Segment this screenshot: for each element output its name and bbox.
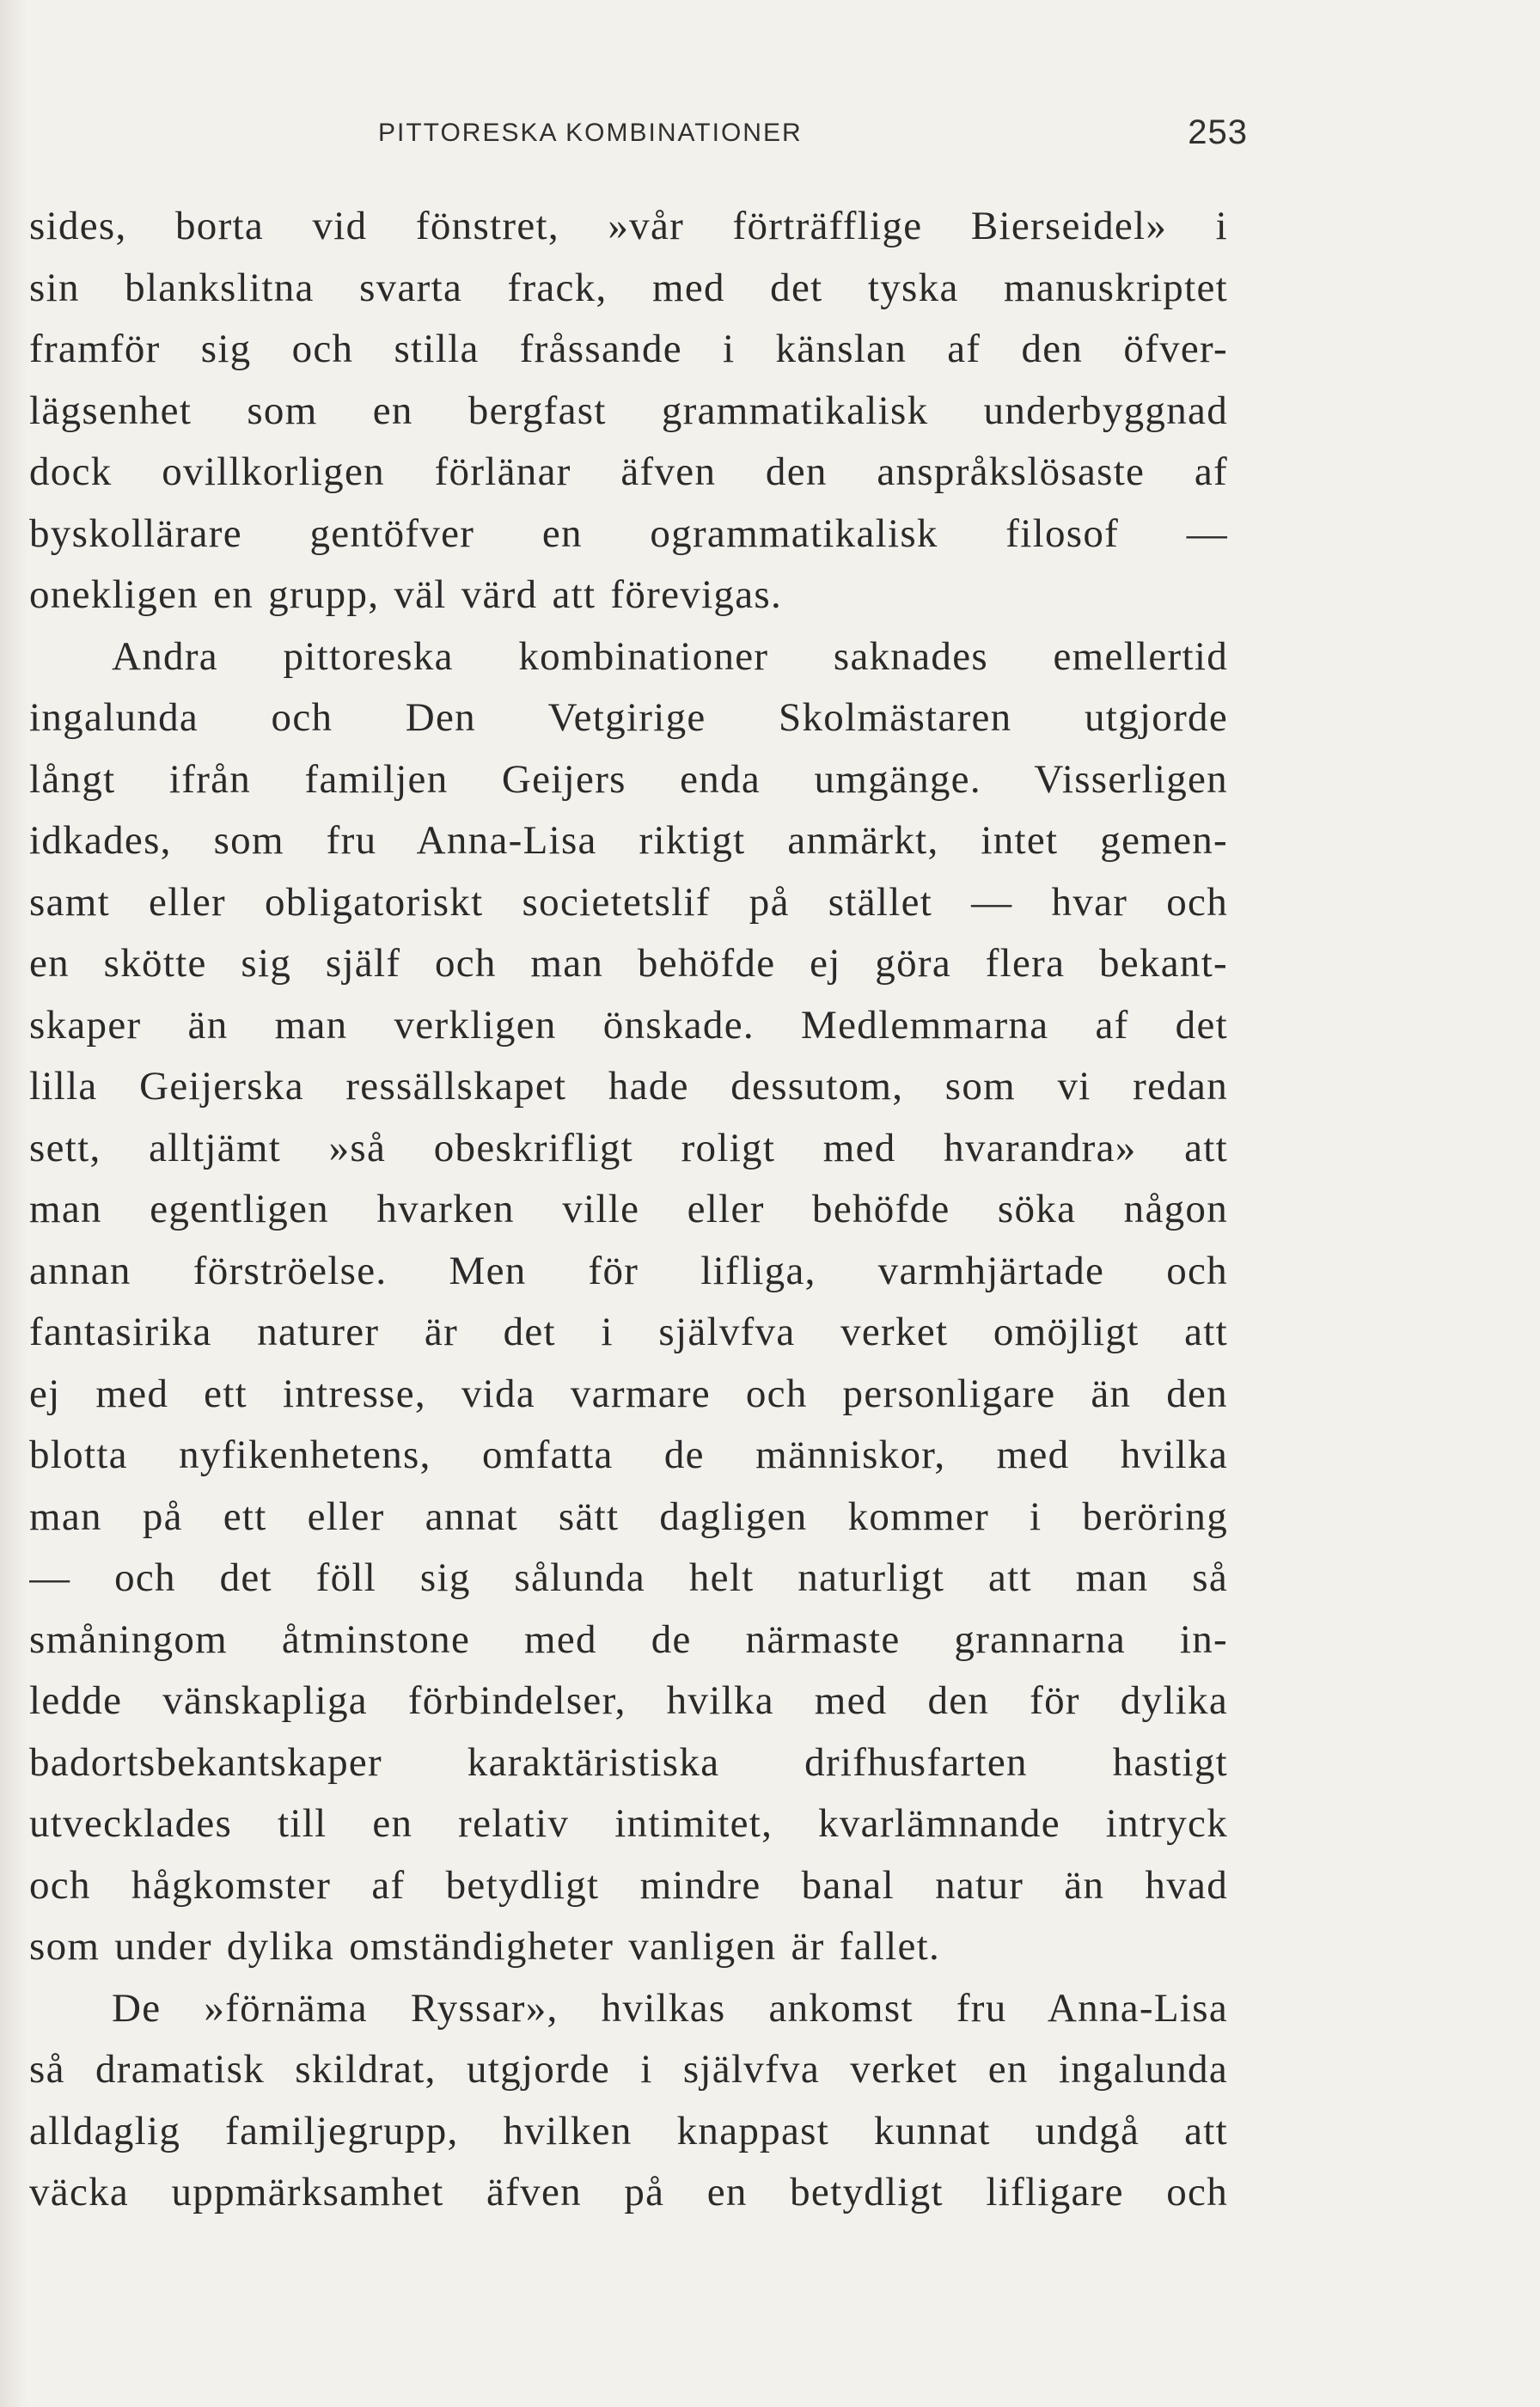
text-line: fantasirika naturer är det i självfva verket omöjligt att bbox=[29, 1310, 1228, 1354]
text-line: samt eller obligatoriskt societetslif på stället — hvar och bbox=[29, 879, 1228, 925]
text-line: sin blankslitna svarta frack, med det tyska manuskriptet bbox=[29, 265, 1228, 310]
text-line: och hågkomster af betydligt mindre banal natur än hvad bbox=[29, 1862, 1228, 1908]
text-line: långt ifrån familjen Geijers enda umgänge. Visserligen bbox=[29, 756, 1228, 802]
text-line: framför sig och stilla fråssande i känslan af den öfver- bbox=[29, 327, 1228, 371]
text-line: onekligen en grupp, väl värd att förevigas. bbox=[29, 572, 783, 617]
text-line: småningom åtminstone med de närmaste grannarna in- bbox=[29, 1616, 1228, 1662]
text-line: — och det föll sig sålunda helt naturligt att man så bbox=[29, 1555, 1228, 1600]
text-line: badortsbekantskaper karaktäristiska drifhusfarten hastigt bbox=[29, 1739, 1228, 1785]
text-line: skaper än man verkligen önskade. Medlemmarna af det bbox=[29, 1002, 1228, 1048]
text-line: alldaglig familjegrupp, hvilken knappast kunnat undgå att bbox=[29, 2108, 1228, 2153]
text-line: byskollärare gentöfver en ogrammatikalisk filosof — bbox=[29, 510, 1228, 556]
text-line: Andra pittoreska kombinationer saknades emellertid bbox=[112, 633, 1228, 679]
text-line: man egentligen hvarken ville eller behöfde söka någon bbox=[29, 1187, 1228, 1231]
text-line: idkades, som fru Anna-Lisa riktigt anmärkt, intet gemen- bbox=[29, 818, 1228, 863]
text-line: man på ett eller annat sätt dagligen kommer i beröring bbox=[29, 1494, 1228, 1539]
text-line: annan förströelse. Men för lifliga, varmhjärtade och bbox=[29, 1248, 1228, 1293]
text-line: sides, borta vid fönstret, »vår förträfflige Bierseidel» i bbox=[29, 204, 1228, 248]
text-line: blotta nyfikenhetens, omfatta de människor, med hvilka bbox=[29, 1433, 1228, 1477]
text-line: utvecklades till en relativ intimitet, kvarlämnande intryck bbox=[29, 1801, 1228, 1846]
text-line: dock ovillkorligen förlänar äfven den anspråkslösaste af bbox=[29, 449, 1228, 494]
text-line: ledde vänskapliga förbindelser, hvilka med den för dylika bbox=[29, 1678, 1228, 1723]
text-line: sett, alltjämt »så obeskrifligt roligt med hvarandra» att bbox=[29, 1125, 1228, 1170]
running-head: PITTORESKA KOMBINATIONER bbox=[378, 119, 803, 147]
body-text bbox=[29, 196, 1228, 2224]
text-line: som under dylika omständigheter vanligen är fallet. bbox=[29, 1924, 941, 1969]
text-line: lilla Geijerska ressällskapet hade dessutom, som vi redan bbox=[29, 1064, 1228, 1109]
text-line: ingalunda och Den Vetgirige Skolmästaren utgjorde bbox=[29, 695, 1228, 740]
text-line: De »förnäma Ryssar», hvilkas ankomst fru Anna-Lisa bbox=[112, 1985, 1228, 2031]
text-line: en skötte sig själf och man behöfde ej göra flera bekant- bbox=[29, 941, 1228, 986]
page-number: 253 bbox=[1188, 113, 1248, 151]
gutter-shadow bbox=[0, 0, 28, 2407]
text-line: väcka uppmärksamhet äfven på en betydligt lifligare och bbox=[29, 2170, 1228, 2215]
text-line: ej med ett intresse, vida varmare och personligare än den bbox=[29, 1371, 1228, 1416]
text-line: så dramatisk skildrat, utgjorde i självfva verket en ingalunda bbox=[29, 2047, 1228, 2092]
page-header bbox=[0, 110, 1540, 162]
text-line: lägsenhet som en bergfast grammatikalisk underbyggnad bbox=[29, 388, 1228, 433]
